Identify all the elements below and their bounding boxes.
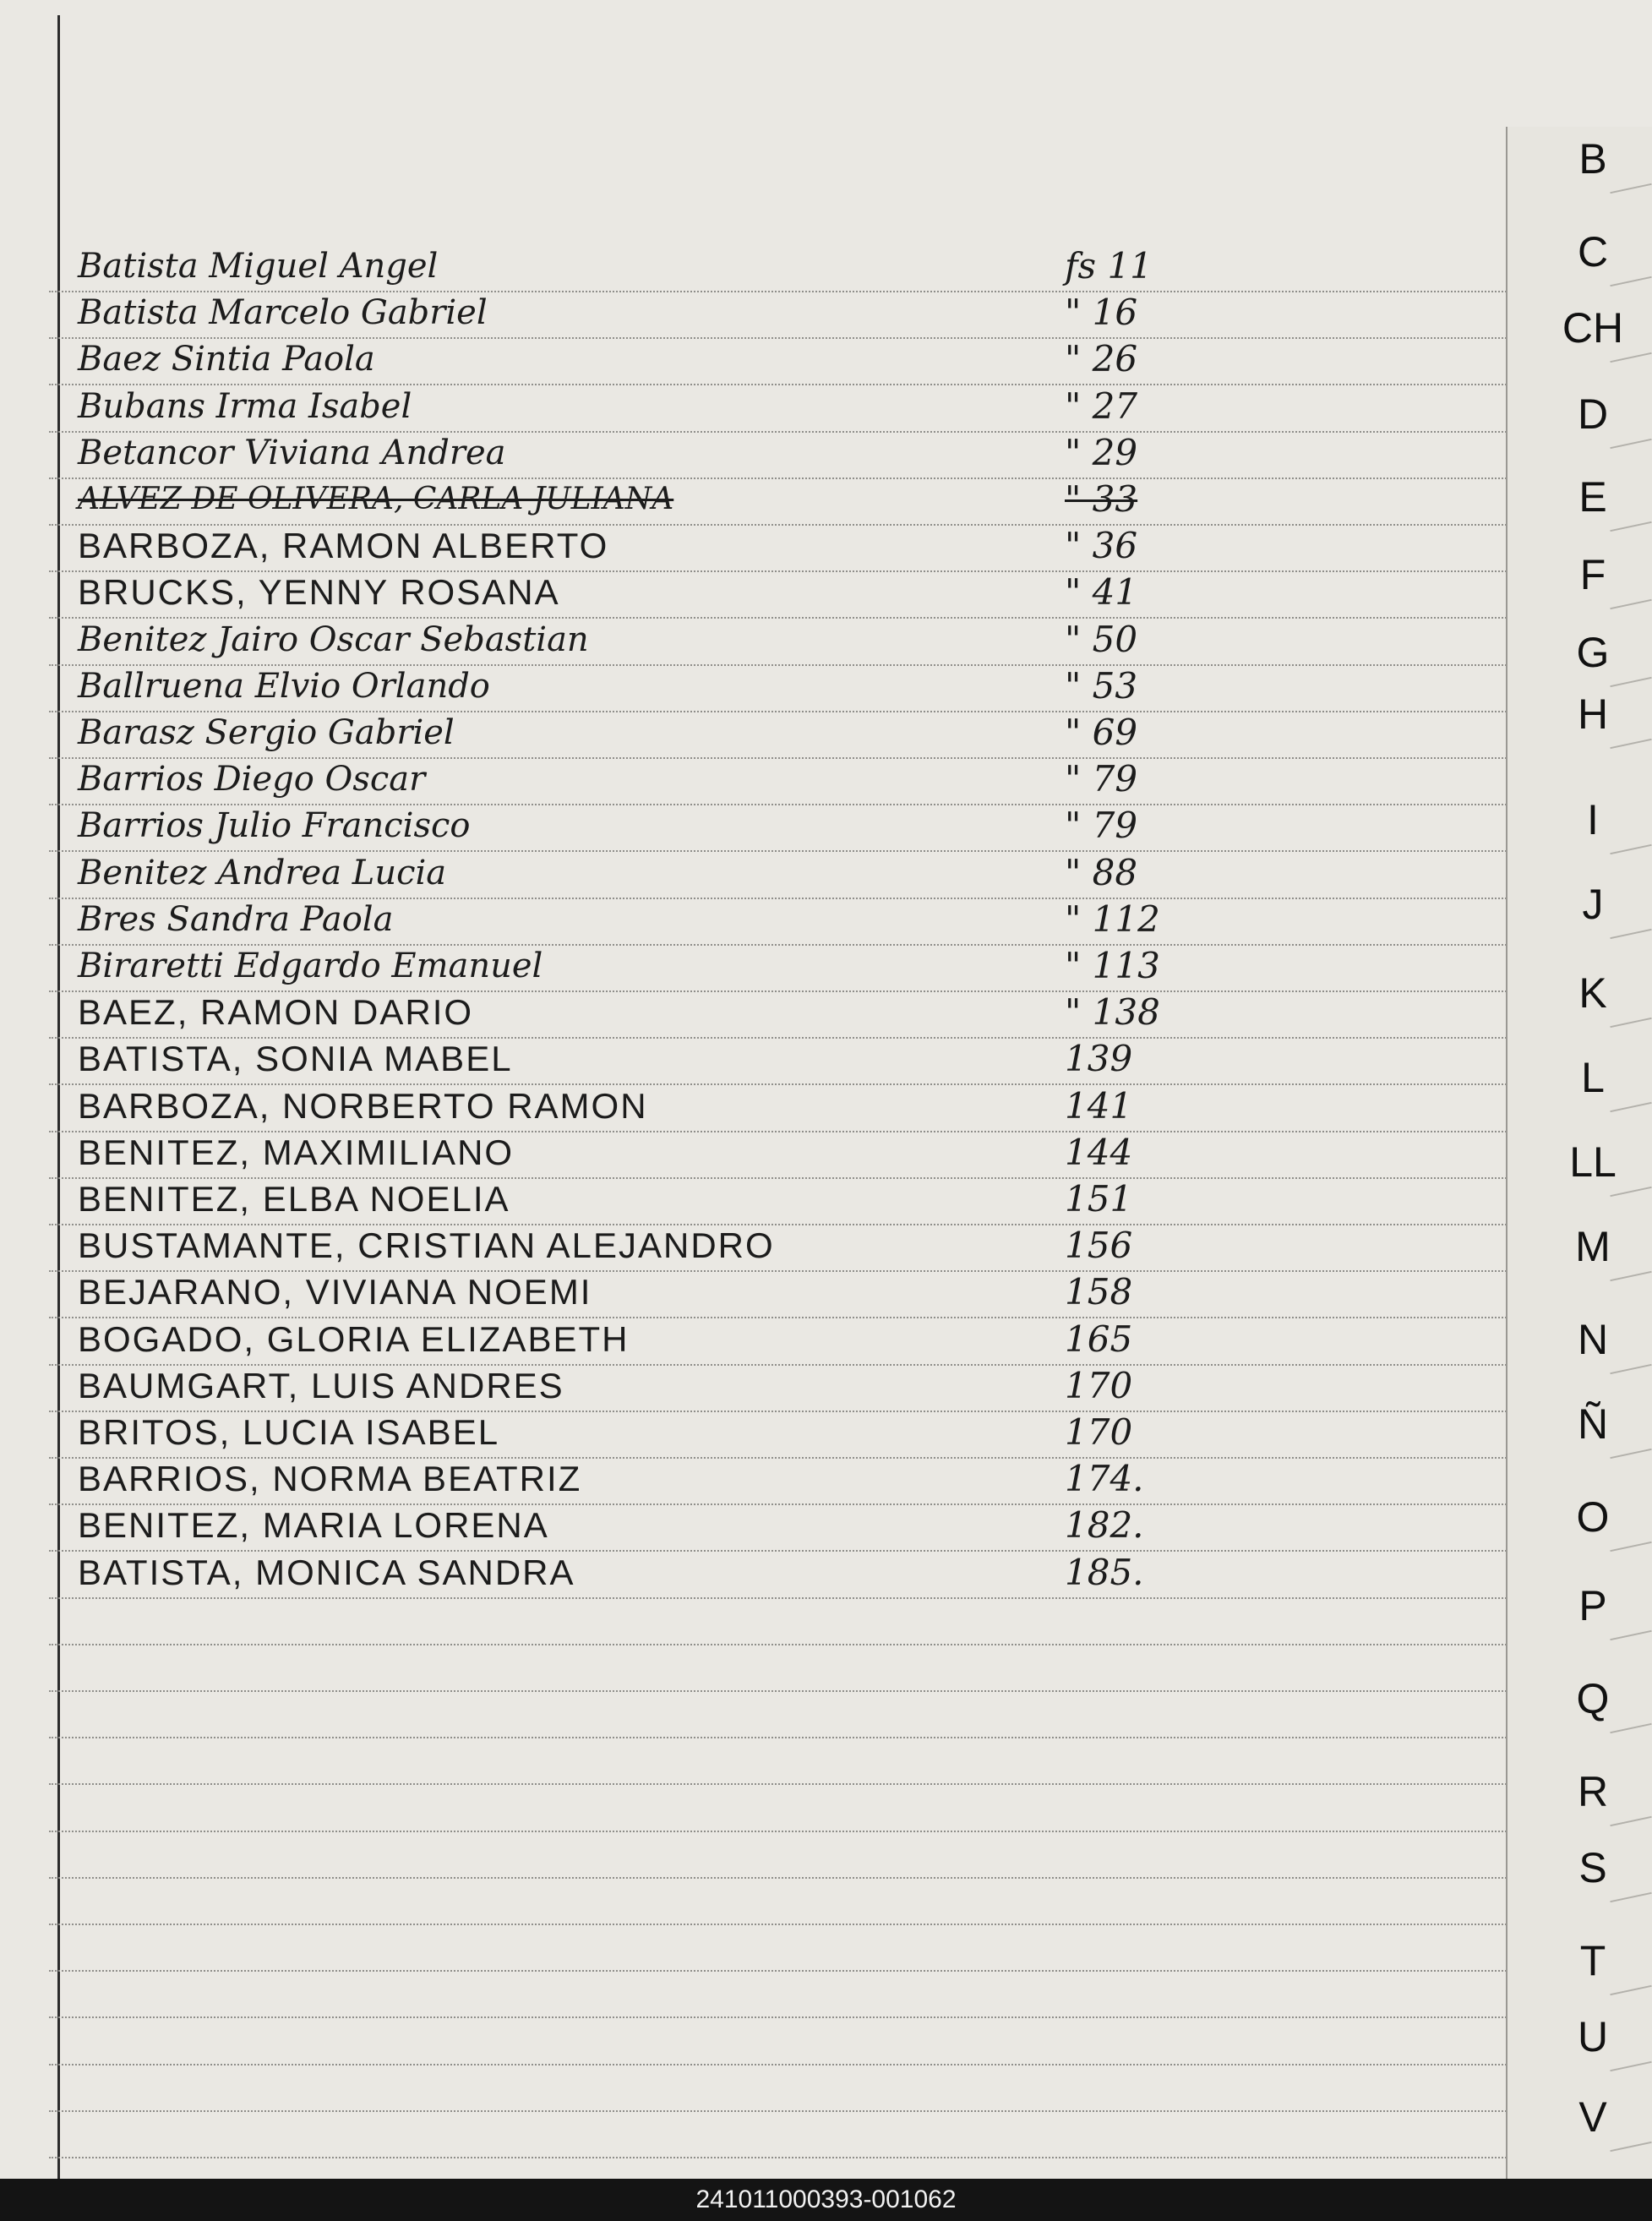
entry-folio: 156 (1065, 1225, 1133, 1267)
entry-folio: " 88 (1065, 851, 1138, 893)
entry-name: BENITEZ, MAXIMILIANO (78, 1132, 515, 1172)
entry-folio: 185. (1065, 1551, 1144, 1593)
entry-name: Bubans Irma Isabel (78, 386, 412, 426)
entry-folio: 141 (1065, 1084, 1133, 1127)
entry-folio: " 79 (1065, 758, 1138, 800)
entry-folio: " 26 (1065, 338, 1138, 380)
index-tab-letter: I (1587, 796, 1599, 843)
index-tab-letter: E (1578, 473, 1607, 521)
ruled-line (49, 1690, 1516, 1692)
ruled-line (49, 1644, 1516, 1645)
entry-name: BARBOZA, RAMON ALBERTO (78, 526, 609, 566)
entry-name: BRITOS, LUCIA ISABEL (78, 1412, 500, 1452)
index-tab-letter: LL (1569, 1138, 1617, 1186)
entry-name: BARRIOS, NORMA BEATRIZ (78, 1459, 582, 1499)
entry-name: Barrios Julio Francisco (78, 806, 471, 846)
entry-folio: 182. (1065, 1504, 1144, 1547)
entry-name: BAUMGART, LUIS ANDRES (78, 1365, 564, 1405)
entry-folio: fs 11 (1065, 245, 1153, 286)
footer-code: 241011000393-001062 (0, 2179, 1652, 2221)
entry-name: Biraretti Edgardo Emanuel (78, 947, 543, 985)
entry-name: BARBOZA, NORBERTO RAMON (78, 1085, 648, 1126)
entry-name: Barasz Sergio Gabriel (78, 713, 455, 752)
index-tab-letter: U (1577, 2013, 1609, 2060)
entry-folio: " 53 (1065, 664, 1138, 707)
entry-folio: 165 (1065, 1318, 1133, 1360)
index-tab-letter: O (1576, 1493, 1610, 1541)
index-tab-letter: G (1576, 629, 1610, 676)
entry-name: Batista Miguel Angel (78, 247, 439, 286)
entry-name: Benitez Jairo Oscar Sebastian (78, 619, 589, 659)
entry-folio: " 29 (1065, 431, 1138, 473)
index-tab-letter: V (1578, 2093, 1607, 2141)
entry-name: Bres Sandra Paola (78, 899, 394, 939)
entry-name: BENITEZ, MARIA LORENA (78, 1505, 549, 1546)
ruled-line (49, 2110, 1516, 2112)
ruled-line (49, 1831, 1516, 1832)
ruled-line (49, 1737, 1516, 1738)
entry-folio: " 41 (1065, 571, 1138, 614)
ruled-line (49, 2157, 1516, 2158)
ruled-line (49, 1877, 1516, 1879)
entry-name: BRUCKS, YENNY ROSANA (78, 572, 560, 613)
entry-folio: " 33 (1065, 478, 1138, 520)
entry-name: BATISTA, SONIA MABEL (78, 1039, 513, 1079)
entry-folio: " 50 (1065, 618, 1138, 660)
index-tab-letter: B (1578, 135, 1607, 183)
entry-name: Barrios Diego Oscar (78, 760, 426, 799)
entry-name: Batista Marcelo Gabriel (78, 293, 488, 333)
entry-name: BATISTA, MONICA SANDRA (78, 1552, 575, 1592)
entry-name: BENITEZ, ELBA NOELIA (78, 1179, 510, 1219)
index-tab-letter: CH (1562, 304, 1624, 352)
index-tab-letter: T (1579, 1937, 1606, 1984)
entry-name: BEJARANO, VIVIANA NOEMI (78, 1272, 592, 1312)
entry-folio: 174. (1065, 1458, 1144, 1500)
entry-name: BOGADO, GLORIA ELIZABETH (78, 1318, 630, 1359)
entry-folio: 170 (1065, 1411, 1133, 1453)
ruled-line (49, 1783, 1516, 1785)
entry-name: Benitez Andrea Lucia (78, 853, 447, 892)
margin-line (57, 15, 60, 2179)
index-tab-letter: C (1577, 228, 1609, 276)
entry-folio: " 138 (1065, 991, 1160, 1034)
entry-name: Baez Sintia Paola (78, 340, 375, 379)
index-tab-letter: N (1577, 1316, 1609, 1363)
index-tab-letter: M (1575, 1223, 1611, 1270)
ruled-line (49, 2064, 1516, 2065)
index-tab-letter: K (1578, 969, 1607, 1017)
ruled-line (49, 1597, 1516, 1599)
entry-folio: " 69 (1065, 712, 1138, 753)
entry-folio: 170 (1065, 1364, 1133, 1406)
index-tab-letter: R (1577, 1768, 1609, 1815)
entry-folio: 151 (1065, 1178, 1133, 1220)
entry-folio: 139 (1065, 1038, 1133, 1080)
index-tab-letter: J (1582, 881, 1604, 928)
entry-folio: 158 (1065, 1271, 1133, 1313)
index-tab-letter: Q (1576, 1675, 1610, 1722)
index-tab-letter: S (1578, 1844, 1607, 1891)
index-tab-letter: L (1581, 1054, 1605, 1101)
entry-name: Ballruena Elvio Orlando (78, 666, 490, 706)
entry-folio: 144 (1065, 1131, 1133, 1173)
ruled-line (49, 2016, 1516, 2018)
index-tab-letter: Ñ (1577, 1400, 1609, 1448)
index-tab-letter: D (1577, 390, 1609, 438)
entry-name: ALVEZ DE OLIVERA, CARLA JULIANA (78, 482, 674, 516)
entry-name: BAEZ, RAMON DARIO (78, 992, 474, 1033)
entry-folio: " 112 (1065, 898, 1160, 940)
entry-folio: " 36 (1065, 525, 1138, 567)
index-tab-letter: P (1578, 1582, 1607, 1629)
entry-folio: " 27 (1065, 385, 1138, 427)
entry-name: Betancor Viviana Andrea (78, 433, 506, 472)
entry-name: BUSTAMANTE, CRISTIAN ALEJANDRO (78, 1225, 775, 1266)
index-tab-letter: F (1579, 551, 1606, 598)
entry-folio: " 79 (1065, 805, 1138, 847)
ruled-line (49, 1970, 1516, 1972)
entry-folio: " 113 (1065, 945, 1160, 986)
index-tab-letter: H (1577, 690, 1609, 738)
entry-folio: " 16 (1065, 292, 1138, 334)
ruled-line (49, 1924, 1516, 1925)
